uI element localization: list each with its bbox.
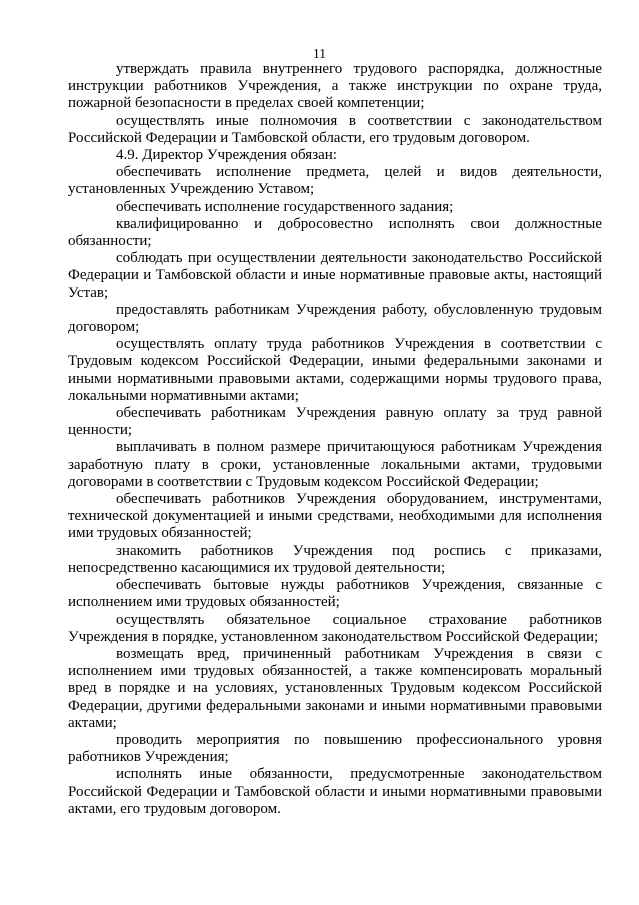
paragraph: квалифицированно и добросовестно исполнять свои должностные обязанности;: [68, 215, 602, 250]
paragraph: осуществлять обязательное социальное страхование работников Учреждения в порядке, установленном законодательством Российской Федерации;: [68, 611, 602, 645]
paragraph: знакомить работников Учреждения под роспись с приказами, непосредственно касающимися их трудовой деятельности;: [68, 542, 602, 576]
page-number: 11: [313, 46, 326, 61]
paragraph: возмещать вред, причиненный работникам Учреждения в связи с исполнением ими трудовых обязанностей, а также компенсировать моральный вред в порядке и на условиях, установленных Трудовым кодексом Российской Федерации, другими федеральными законами и иными нормативными правовыми актами;: [68, 645, 602, 731]
paragraph: обеспечивать бытовые нужды работников Учреждения, связанные с исполнением ими трудовых обязанностей;: [68, 577, 602, 611]
paragraph: осуществлять оплату труда работников Учреждения в соответствии с Трудовым кодексом Российской Федерации, иными федеральными законами и иными нормативными правовыми актами, содержащими нормы трудового права, локальными нормативными актами;: [68, 336, 602, 404]
paragraph: утверждать правила внутреннего трудового распорядка, должностные инструкции работников Учреждения, а также инструкции по охране труда, пожарной безопасности в пределах своей компетенции;: [68, 61, 602, 112]
paragraph: обеспечивать исполнение государственного задания;: [116, 198, 454, 215]
paragraph: обеспечивать работникам Учреждения равную оплату за труд равной ценности;: [68, 405, 602, 439]
paragraph: соблюдать при осуществлении деятельности законодательство Российской Федерации и Тамбовской области и иные нормативные правовые акты, настоящий Устав;: [68, 250, 602, 301]
paragraph: предоставлять работникам Учреждения работу, обусловленную трудовым договором;: [68, 301, 602, 336]
document-body: [68, 61, 602, 818]
paragraph: обеспечивать работников Учреждения оборудованием, инструментами, технической документацией и иными средствами, необходимыми для исполнения ими трудовых обязанностей;: [68, 491, 602, 542]
paragraph: выплачивать в полном размере причитающуюся работникам Учреждения заработную плату в сроки, установленные локальными актами, трудовыми договорами в соответствии с Трудовым кодексом Российской Федерации;: [68, 439, 602, 490]
paragraph: проводить мероприятия по повышению профессионального уровня работников Учреждения;: [68, 731, 602, 766]
paragraph: исполнять иные обязанности, предусмотренные законодательством Российской Федерации и Тамбовской области и иными нормативными правовыми актами, его трудовым договором.: [68, 766, 602, 817]
paragraph: обеспечивать исполнение предмета, целей и видов деятельности, установленных Учреждению Уставом;: [68, 164, 602, 198]
paragraph: осуществлять иные полномочия в соответствии с законодательством Российской Федерации и Тамбовской области, его трудовым договором.: [68, 112, 602, 146]
section-heading: 4.9. Директор Учреждения обязан:: [116, 147, 337, 164]
